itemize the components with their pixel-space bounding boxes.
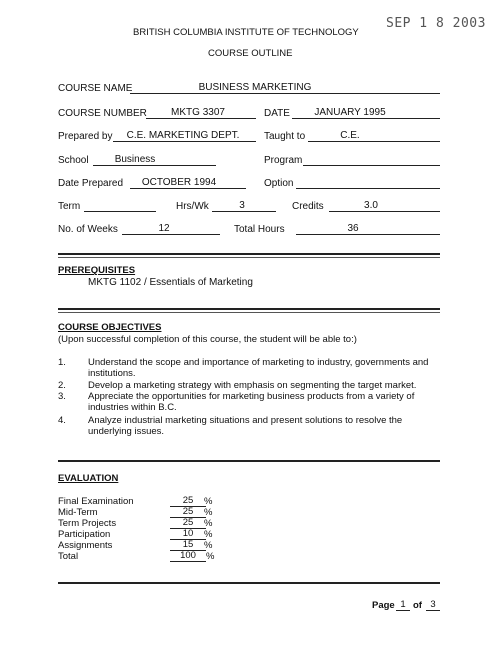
institution-name: BRITISH COLUMBIA INSTITUTE OF TECHNOLOGY xyxy=(133,27,359,38)
program-underline xyxy=(303,165,440,166)
evaluation-label: Participation xyxy=(58,529,111,540)
of-label: of xyxy=(413,600,422,611)
prerequisites-text: MKTG 1102 / Essentials of Marketing xyxy=(88,277,253,288)
evaluation-unit: % xyxy=(206,551,215,562)
objective-number: 3. xyxy=(58,391,66,402)
section-divider xyxy=(58,308,440,310)
date-prepared-underline xyxy=(130,188,246,189)
evaluation-heading: EVALUATION xyxy=(58,473,119,484)
hrs-wk-value: 3 xyxy=(239,200,245,211)
evaluation-unit: % xyxy=(204,529,213,540)
evaluation-label: Mid-Term xyxy=(58,507,98,518)
school-value: Business xyxy=(114,154,156,165)
objective-number: 2. xyxy=(58,380,66,391)
evaluation-label: Term Projects xyxy=(58,518,117,529)
evaluation-value: 10 xyxy=(170,529,206,540)
evaluation-label: Total xyxy=(58,551,79,562)
weeks-underline xyxy=(122,234,220,235)
document-title: COURSE OUTLINE xyxy=(208,48,293,59)
date-prepared-label: Date Prepared xyxy=(58,178,124,189)
evaluation-unit: % xyxy=(204,507,213,518)
objective-number: 4. xyxy=(58,415,66,426)
option-underline xyxy=(296,188,440,189)
hrs-wk-underline xyxy=(212,211,276,212)
option-label: Option xyxy=(264,178,294,189)
hrs-wk-label: Hrs/Wk xyxy=(176,201,209,212)
course-number-underline xyxy=(146,118,256,119)
course-number-value: MKTG 3307 xyxy=(171,107,225,118)
term-label: Term xyxy=(58,201,81,212)
prepared-by-underline xyxy=(113,141,256,142)
objective-text: Understand the scope and importance of marketing to industry, governments and institutions. xyxy=(88,357,429,379)
date-prepared-value: OCTOBER 1994 xyxy=(141,177,217,188)
page-number: 1 xyxy=(396,600,410,611)
evaluation-value: 25 xyxy=(170,496,206,507)
objective-item xyxy=(58,415,442,437)
school-label: School xyxy=(58,155,89,166)
weeks-label: No. of Weeks xyxy=(58,224,118,235)
taught-to-label: Taught to xyxy=(264,131,306,142)
course-number-label: COURSE NUMBER xyxy=(58,108,147,119)
credits-underline xyxy=(329,211,440,212)
evaluation-unit: % xyxy=(204,496,213,507)
credits-label: Credits xyxy=(292,201,324,212)
school-underline xyxy=(93,165,216,166)
prepared-by-value: C.E. MARKETING DEPT. xyxy=(126,130,240,141)
evaluation-value: 25 xyxy=(170,507,206,518)
objective-item xyxy=(58,357,442,379)
evaluation-label: Assignments xyxy=(58,540,113,551)
total-pages: 3 xyxy=(426,600,440,611)
weeks-value: 12 xyxy=(158,223,170,234)
objective-item xyxy=(58,380,442,391)
objective-text: Analyze industrial marketing situations and present solutions to resolve the underlying issues. xyxy=(88,415,403,437)
objective-number: 1. xyxy=(58,357,66,368)
section-divider xyxy=(58,460,440,462)
prerequisites-heading: PREREQUISITES xyxy=(58,265,136,276)
total-hours-label: Total Hours xyxy=(234,224,285,235)
evaluation-value: 25 xyxy=(170,518,206,529)
date-value: JANUARY 1995 xyxy=(314,107,386,118)
prepared-by-label: Prepared by xyxy=(58,131,113,142)
evaluation-value: 100 xyxy=(170,551,206,562)
section-divider xyxy=(58,253,440,255)
objective-item xyxy=(58,391,442,413)
date-label: DATE xyxy=(264,108,290,119)
objectives-intro: (Upon successful completion of this course, the student will be able to:) xyxy=(58,334,357,345)
taught-to-value: C.E. xyxy=(340,130,360,141)
section-divider-thin xyxy=(58,257,440,258)
course-name-value: BUSINESS MARKETING xyxy=(198,82,312,93)
evaluation-unit: % xyxy=(204,518,213,529)
taught-to-underline xyxy=(308,141,440,142)
total-hours-underline xyxy=(296,234,440,235)
section-divider xyxy=(58,582,440,584)
total-hours-value: 36 xyxy=(347,223,359,234)
date-underline xyxy=(292,118,440,119)
evaluation-label: Final Examination xyxy=(58,496,134,507)
evaluation-unit: % xyxy=(204,540,213,551)
program-label: Program xyxy=(264,155,303,166)
page-label: Page xyxy=(372,600,395,611)
objectives-heading: COURSE OBJECTIVES xyxy=(58,322,162,333)
course-name-underline xyxy=(130,93,440,94)
credits-value: 3.0 xyxy=(364,200,378,211)
date-received-stamp: SEP 1 8 2003 xyxy=(386,16,486,31)
term-underline xyxy=(84,211,156,212)
objective-text: Appreciate the opportunities for marketing business products from a variety of industries within B.C. xyxy=(88,391,415,413)
evaluation-value: 15 xyxy=(170,540,206,551)
objective-text: Develop a marketing strategy with emphasis on segmenting the target market. xyxy=(88,380,417,391)
course-name-label: COURSE NAME xyxy=(58,83,133,94)
section-divider-thin xyxy=(58,312,440,313)
